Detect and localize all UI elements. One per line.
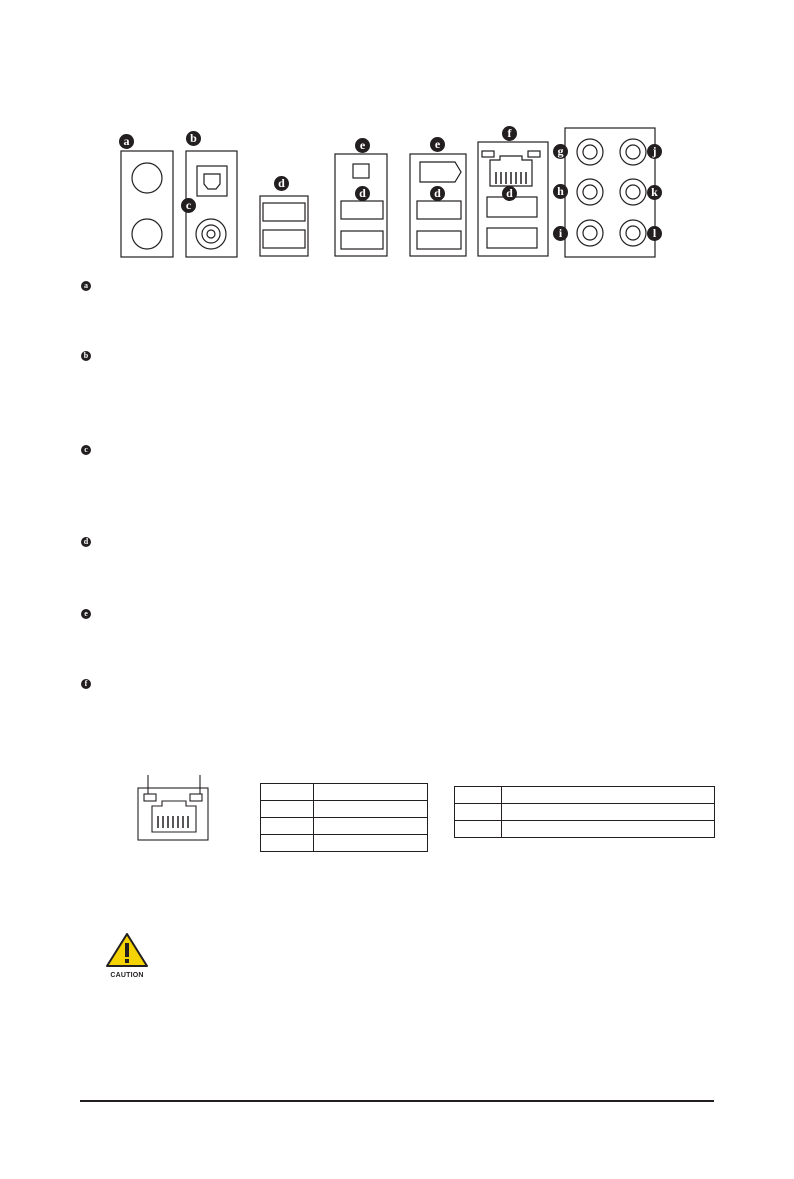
table-row — [261, 784, 428, 801]
marker-d-3: d — [430, 186, 445, 201]
usb-block-1 — [260, 196, 308, 256]
optical-spdif-port — [197, 166, 227, 196]
ps2-mouse-port — [132, 219, 162, 249]
ps2-block — [121, 151, 173, 257]
table-row — [261, 818, 428, 835]
activity-led-table — [454, 786, 715, 838]
marker-f: f — [502, 126, 517, 141]
coaxial-spdif-port — [196, 219, 226, 249]
table-row — [455, 787, 715, 804]
connection-led-table — [260, 783, 428, 852]
section-marker-d: d — [81, 537, 91, 547]
section-marker-a: a — [81, 281, 91, 291]
warning-triangle-icon — [105, 932, 149, 968]
usb-1394-block-1 — [335, 154, 387, 256]
caution-notice — [105, 932, 149, 978]
marker-k: k — [647, 185, 662, 200]
marker-i: i — [553, 226, 568, 241]
usb-1394-block-2 — [410, 154, 466, 256]
table-row — [455, 804, 715, 821]
marker-j: j — [647, 144, 662, 159]
marker-c-coax: c — [181, 198, 196, 213]
table-row — [261, 835, 428, 852]
ps2-keyboard-port — [132, 163, 162, 193]
section-marker-c: c — [81, 445, 91, 455]
marker-d-1: d — [274, 176, 289, 191]
section-marker-f: f — [81, 679, 91, 689]
marker-d-4: d — [502, 186, 517, 201]
marker-g: g — [553, 144, 568, 159]
marker-b: b — [186, 131, 201, 146]
footer-rule — [80, 1100, 714, 1102]
section-marker-b: b — [81, 351, 91, 361]
marker-d-2: d — [355, 186, 370, 201]
marker-a: a — [119, 134, 134, 149]
table-row — [261, 801, 428, 818]
caution-label: CAUTION — [110, 972, 144, 979]
table-row — [455, 821, 715, 838]
lan-port-led-diagram — [130, 772, 220, 842]
marker-e-2: e — [430, 137, 445, 152]
marker-l: l — [647, 226, 662, 241]
section-marker-e: e — [81, 609, 91, 619]
marker-h: h — [553, 184, 568, 199]
marker-e-1: e — [355, 138, 370, 153]
rear-panel-diagram — [0, 0, 794, 270]
